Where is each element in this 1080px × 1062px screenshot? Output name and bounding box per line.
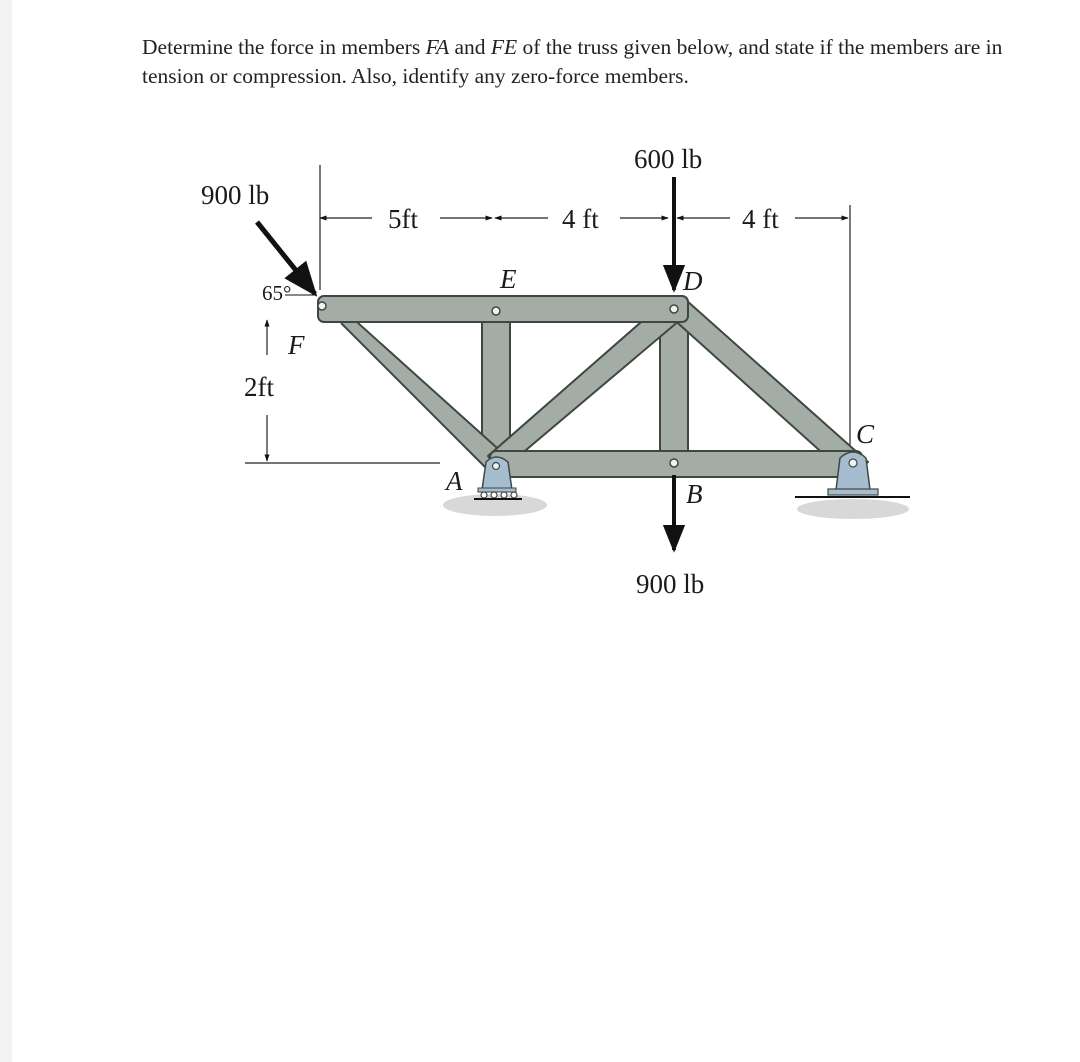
load-label-600: 600 lb — [634, 144, 703, 174]
problem-text-3: of the truss given below, and state if the members are in tension or compression. Also, identify any zero-force members. — [142, 35, 1003, 88]
joint-label-e: E — [500, 264, 517, 294]
load-label-900-bottom: 900 lb — [636, 569, 705, 599]
angle-label: 65° — [262, 281, 292, 305]
joint-label-c: C — [856, 419, 875, 449]
ground-c — [795, 497, 910, 519]
dim-label-2ft: 2ft — [244, 372, 274, 402]
member-top-chord — [318, 296, 688, 322]
member-ad — [488, 302, 680, 472]
member-dc — [670, 300, 868, 476]
dim-label-4ft-1: 4 ft — [562, 204, 599, 234]
load-label-900-left: 900 lb — [201, 180, 270, 210]
joint-label-d: D — [683, 266, 703, 296]
truss-members — [318, 296, 868, 477]
problem-text-2: and — [449, 35, 491, 59]
dim-label-4ft-2: 4 ft — [742, 204, 779, 234]
member-fe-label: FE — [490, 35, 518, 59]
joint-label-f: F — [288, 330, 305, 360]
problem-text-1: Determine the force in members — [142, 35, 426, 59]
joint-label-a: A — [446, 466, 463, 496]
dim-label-5ft: 5ft — [388, 204, 418, 234]
member-fa-label: FA — [425, 35, 450, 59]
joint-label-b: B — [686, 479, 703, 509]
